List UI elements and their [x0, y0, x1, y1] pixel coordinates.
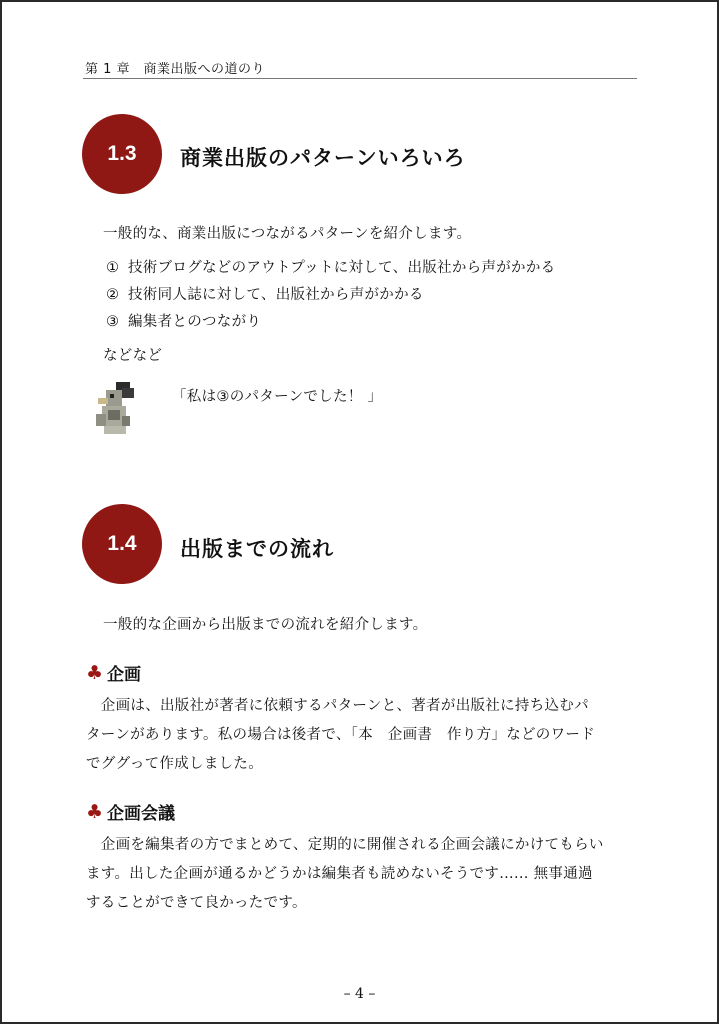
paragraph-line: 企画を編集者の方でまとめて、定期的に開催される企画会議にかけてもらい: [86, 837, 604, 853]
section-title: 商業出版のパターンいろいろ: [180, 146, 466, 170]
list-item: [106, 255, 555, 282]
section-number-badge: 1.3: [82, 114, 162, 194]
paragraph-line: でググって作成しました。: [86, 756, 264, 772]
club-suit-icon: ♣: [86, 800, 104, 823]
document-page: [2, 2, 717, 1022]
paragraph-line: 企画は、出版社が著者に依頼するパターンと、著者が出版社に持ち込むパ: [86, 698, 589, 714]
speech-quote: 「私は③のパターンでした！ 」: [172, 389, 383, 405]
list-item: [106, 309, 555, 336]
list-item-text: 編集者とのつながり: [128, 314, 262, 330]
list-item: [106, 282, 555, 309]
section-title: 出版までの流れ: [180, 537, 334, 561]
list-marker: ①: [106, 260, 120, 276]
paragraph: [86, 692, 646, 779]
pixel-duck-mascot-icon: [92, 380, 138, 438]
section-intro: 一般的な、商業出版につながるパターンを紹介します。: [103, 226, 472, 242]
header-rule: [83, 78, 637, 79]
list-item-text: 技術同人誌に対して、出版社から声がかかる: [128, 287, 424, 303]
list-item-text: 技術ブログなどのアウトプットに対して、出版社から声がかかる: [128, 260, 556, 276]
list-marker: ②: [106, 287, 120, 303]
club-suit-icon: ♣: [86, 661, 104, 684]
running-header: 第 1 章 商業出版への道のり: [85, 62, 266, 77]
subsection-heading: [86, 799, 175, 824]
list-marker: ③: [106, 314, 120, 330]
trailing-text: などなど: [103, 348, 163, 364]
section-intro: 一般的な企画から出版までの流れを紹介します。: [103, 617, 428, 633]
subsection-title: 企画会議: [107, 804, 176, 824]
section-number-badge: 1.4: [82, 504, 162, 584]
paragraph-line: ます。出した企画が通るかどうかは編集者も読めないそうです...... 無事通過: [86, 866, 593, 882]
paragraph: [86, 831, 646, 918]
paragraph-line: ターンがあります。私の場合は後者で、「本 企画書 作り方」などのワード: [86, 727, 596, 743]
page-number: – 4 –: [343, 986, 376, 1002]
pattern-list: [106, 255, 555, 336]
subsection-heading: [86, 660, 141, 685]
subsection-title: 企画: [107, 665, 142, 685]
paragraph-line: することができて良かったです。: [86, 895, 307, 911]
